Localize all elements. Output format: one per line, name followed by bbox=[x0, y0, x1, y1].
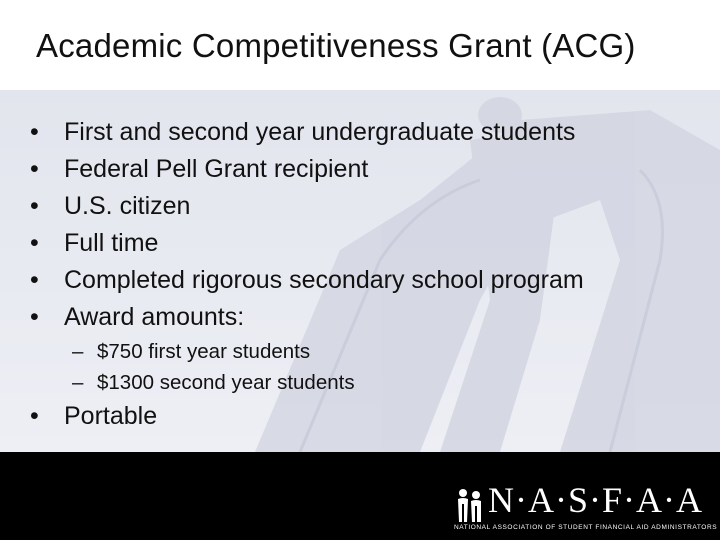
dash-icon: – bbox=[72, 340, 84, 363]
logo-wordmark: N·A·S·F·A·A bbox=[488, 480, 703, 520]
bullet-dot-icon: • bbox=[30, 118, 39, 146]
bullet-text: Portable bbox=[64, 402, 158, 430]
bullet-text: Full time bbox=[64, 229, 159, 257]
bullet-dot-icon: • bbox=[30, 155, 39, 183]
nasfaa-logo bbox=[450, 454, 720, 540]
bullet-text: Award amounts: bbox=[64, 303, 245, 331]
bullet-text: First and second year undergraduate students bbox=[64, 118, 576, 146]
footer-bar bbox=[0, 452, 720, 540]
bullet-dot-icon: • bbox=[30, 192, 39, 220]
bullet-dot-icon: • bbox=[30, 402, 39, 430]
bullet-text: Completed rigorous secondary school program bbox=[64, 266, 584, 294]
logo-tagline: NATIONAL ASSOCIATION OF STUDENT FINANCIAL AID ADMINISTRATORS bbox=[454, 524, 718, 531]
slide-title: Academic Competitiveness Grant (ACG) bbox=[36, 27, 636, 64]
dash-icon: – bbox=[72, 371, 84, 394]
sub-bullet-text: $1300 second year students bbox=[97, 371, 355, 394]
nasfaa-figures-logo-icon bbox=[454, 488, 486, 522]
sub-bullet-text: $750 first year students bbox=[97, 340, 311, 363]
bullet-dot-icon: • bbox=[30, 229, 39, 257]
bullet-dot-icon: • bbox=[30, 266, 39, 294]
bullet-text: Federal Pell Grant recipient bbox=[64, 155, 369, 183]
bullet-dot-icon: • bbox=[30, 303, 39, 331]
bullet-text: U.S. citizen bbox=[64, 192, 191, 220]
